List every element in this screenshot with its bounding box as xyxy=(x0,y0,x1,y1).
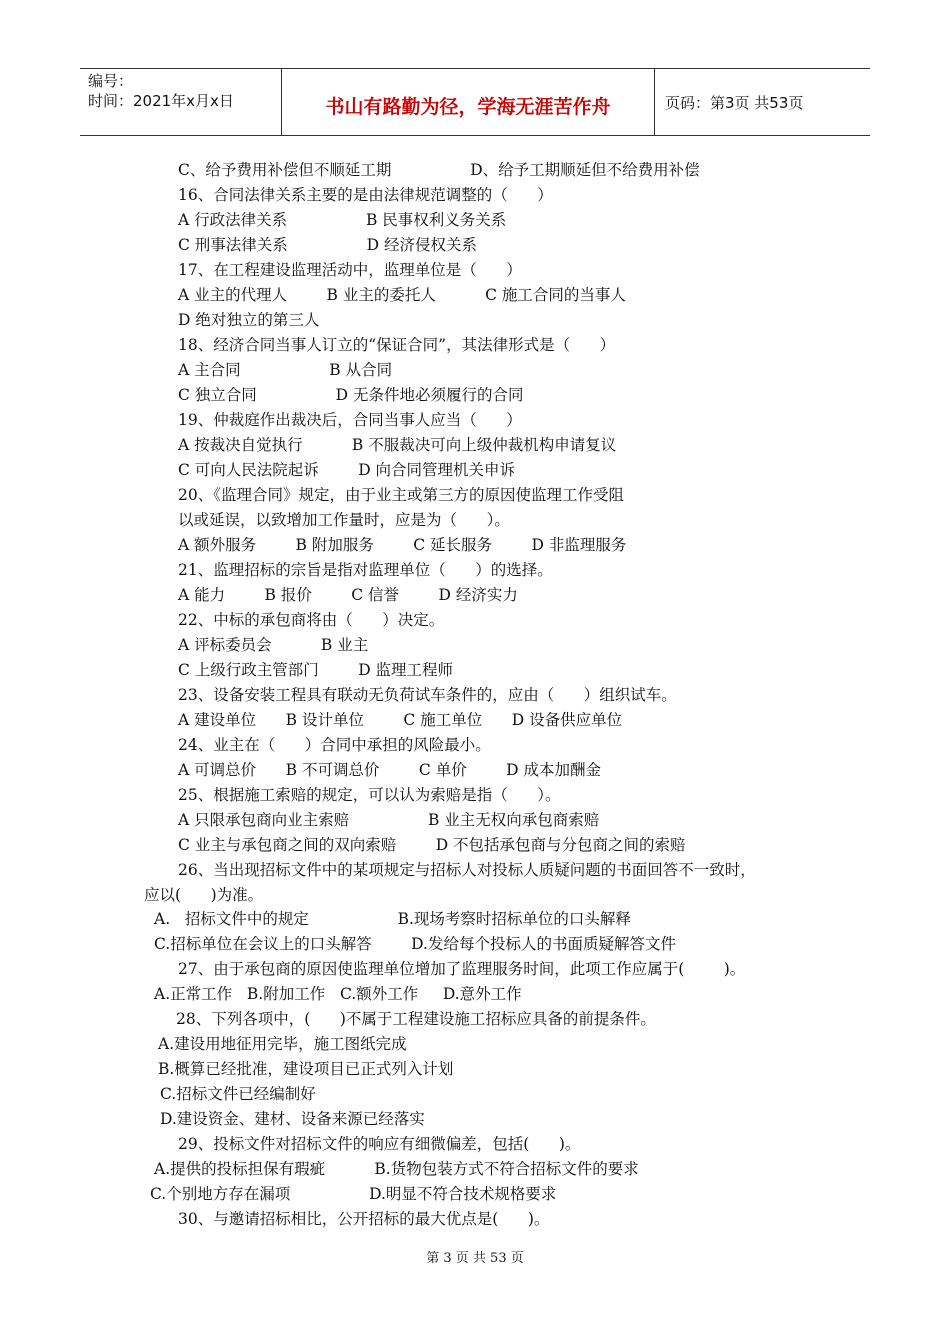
text-line: A.提供的投标担保有瑕疵 B.货物包装方式不符合招标文件的要求 xyxy=(154,1160,639,1178)
header-meta xyxy=(80,69,280,135)
text-line: C 业主与承包商之间的双向索赔 D 不包括承包商与分包商之间的索赔 xyxy=(178,836,686,854)
header-motto-cell xyxy=(281,69,655,135)
text-line: 应以( )为准。 xyxy=(144,886,264,904)
text-line: 以或延误，以致增加工作量时，应是为（ ）。 xyxy=(178,511,510,529)
page-info: 页码：第3页 共53页 xyxy=(665,94,804,112)
text-line: C 刑事法律关系 D 经济侵权关系 xyxy=(178,236,477,254)
text-line: A 建设单位 B 设计单位 C 施工单位 D 设备供应单位 xyxy=(178,711,623,729)
text-line: A 行政法律关系 B 民事权利义务关系 xyxy=(178,211,507,229)
text-line: C 上级行政主管部门 D 监理工程师 xyxy=(178,661,454,679)
text-line: 25、根据施工索赔的规定，可以认为索赔是指（ ）。 xyxy=(178,786,561,804)
text-line: 21、监理招标的宗旨是指对监理单位（ ）的选择。 xyxy=(178,561,553,579)
text-line: 26、当出现招标文件中的某项规定与招标人对投标人质疑问题的书面回答不一致时， xyxy=(178,861,756,879)
text-line: B.概算已经批准，建设项目已正式列入计划 xyxy=(158,1060,454,1078)
text-line: C.招标文件已经编制好 xyxy=(160,1085,316,1103)
header-page-cell xyxy=(655,69,870,135)
text-line: 16、合同法律关系主要的是由法律规范调整的（ ） xyxy=(178,186,553,204)
text-line: C 可向人民法院起诉 D 向合同管理机关申诉 xyxy=(178,461,516,479)
text-line: A 额外服务 B 附加服务 C 延长服务 D 非监理服务 xyxy=(178,536,627,554)
text-line: 20、《监理合同》规定，由于业主或第三方的原因使监理工作受阻 xyxy=(178,486,624,504)
text-line: 22、中标的承包商将由（ ）决定。 xyxy=(178,611,445,629)
text-line: 30、与邀请招标相比，公开招标的最大优点是( )。 xyxy=(178,1210,550,1228)
text-line: 29、投标文件对招标文件的响应有细微偏差，包括( )。 xyxy=(178,1135,581,1153)
number-label: 编号： xyxy=(88,72,134,90)
text-line: 27、由于承包商的原因使监理单位增加了监理服务时间，此项工作应属于( )。 xyxy=(178,960,746,978)
text-line: 23、设备安装工程具有联动无负荷试车条件的，应由（ ）组织试车。 xyxy=(178,686,677,704)
text-line: 19、仲裁庭作出裁决后，合同当事人应当（ ） xyxy=(178,411,522,429)
page-header xyxy=(80,68,870,136)
text-line: C.招标单位在会议上的口头解答 D.发给每个投标人的书面质疑解答文件 xyxy=(154,935,676,953)
text-line: 18、经济合同当事人订立的“保证合同”，其法律形式是（ ） xyxy=(178,336,616,354)
text-line: A 只限承包商向业主索赔 B 业主无权向承包商索赔 xyxy=(178,811,600,829)
text-line: A 评标委员会 B 业主 xyxy=(178,636,369,654)
text-line: A 能力 B 报价 C 信誉 D 经济实力 xyxy=(178,586,518,604)
text-line: A.建设用地征用完毕，施工图纸完成 xyxy=(158,1035,407,1053)
text-line: A 业主的代理人 B 业主的委托人 C 施工合同的当事人 xyxy=(178,286,626,304)
text-line: 17、在工程建设监理活动中，监理单位是（ ） xyxy=(178,261,522,279)
time-label: 时间：2021年x月x日 xyxy=(88,92,234,110)
text-line: 24、业主在（ ）合同中承担的风险最小。 xyxy=(178,736,491,754)
text-line: D 绝对独立的第三人 xyxy=(178,311,320,329)
text-line: A. 招标文件中的规定 B.现场考察时招标单位的口头解释 xyxy=(154,910,631,928)
text-line: 28、下列各项中，( )不属于工程建设施工招标应具备的前提条件。 xyxy=(176,1010,656,1028)
text-line: A 主合同 B 从合同 xyxy=(178,361,393,379)
text-line: C 独立合同 D 无条件地必须履行的合同 xyxy=(178,386,524,404)
text-line: A 按裁决自觉执行 B 不服裁决可向上级仲裁机构申请复议 xyxy=(178,436,617,454)
text-line: C.个别地方存在漏项 D.明显不符合技术规格要求 xyxy=(150,1185,557,1203)
text-line: D.建设资金、建材、设备来源已经落实 xyxy=(160,1110,425,1128)
text-line: C、给予费用补偿但不顺延工期 D、给予工期顺延但不给费用补偿 xyxy=(178,161,700,179)
text-line: A 可调总价 B 不可调总价 C 单价 D 成本加酬金 xyxy=(178,761,601,779)
page-footer: 第 3 页 共 53 页 xyxy=(426,1251,524,1266)
text-line: A.正常工作 B.附加工作 C.额外工作 D.意外工作 xyxy=(154,985,522,1003)
motto: 书山有路勤为径，学海无涯苦作舟 xyxy=(325,96,611,118)
